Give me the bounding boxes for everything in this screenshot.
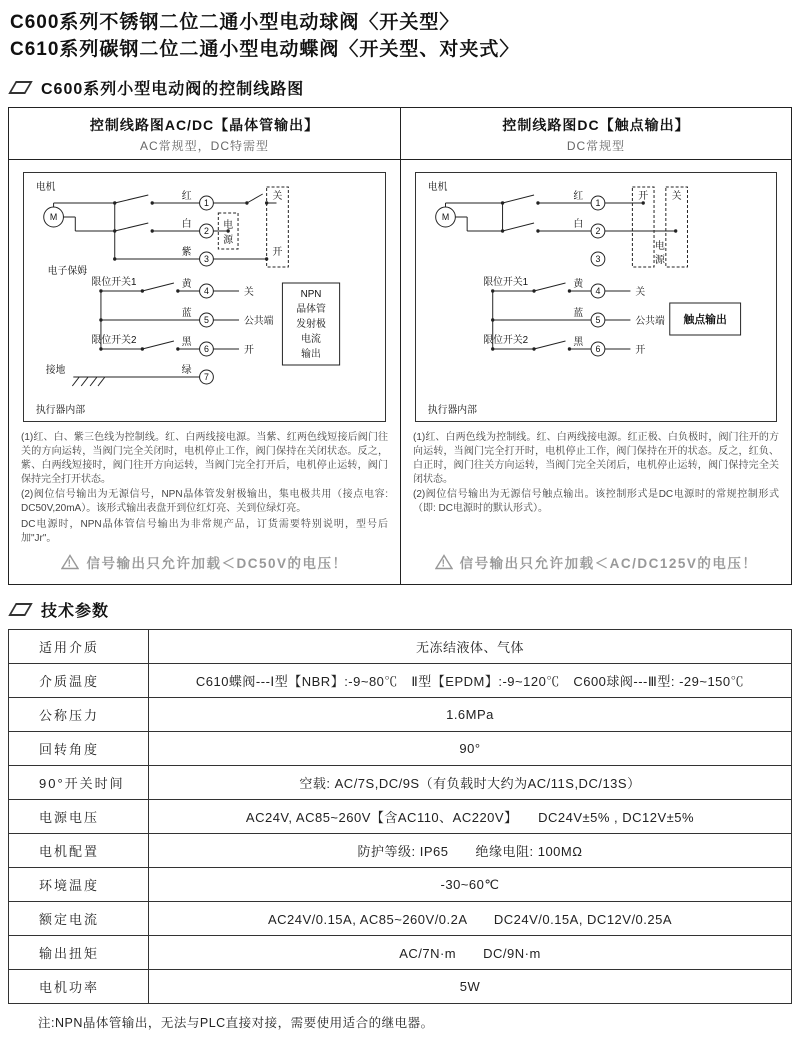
page-title-line1: C600系列不锈钢二位二通小型电动球阀〈开关型〉 — [10, 12, 460, 33]
note-paragraph: (2)阀位信号输出为无源信号触点输出。该控制形式是DC电源时的常规控制形式（即: DC电源时的默认形式）。 — [413, 489, 779, 515]
wire-blue-label: 蓝 — [573, 308, 584, 320]
diagram-left-notes — [9, 426, 400, 546]
spec-value: AC24V, AC85~260V【含AC110、AC220V】 DC24V±5% , DC12V±5% — [149, 800, 792, 834]
power-open-label: 开 — [272, 247, 283, 259]
page-footnote: 注:NPN晶体管输出，无法与PLC直接对接，需要使用适合的继电器。 — [38, 1016, 434, 1031]
power-close-label: 关 — [671, 191, 682, 203]
open-output-label: 开 — [243, 345, 254, 357]
diagram-right-title: 控制线路图DC【触点输出】 — [502, 117, 690, 134]
diagram-column-contact — [400, 108, 791, 584]
table-row — [9, 868, 792, 902]
spec-label: 适用介质 — [9, 630, 149, 664]
table-row — [9, 936, 792, 970]
open-output-label: 开 — [635, 345, 646, 357]
spec-label: 电源电压 — [9, 800, 149, 834]
spec-label: 介质温度 — [9, 664, 149, 698]
terminal-2-number: 2 — [595, 226, 601, 237]
table-row — [9, 698, 792, 732]
spec-value: 防护等级: IP65 绝缘电阻: 100MΩ — [149, 834, 792, 868]
terminal-6-number: 6 — [595, 344, 601, 355]
spec-value: 90° — [149, 732, 792, 766]
terminal-4-number: 4 — [204, 286, 209, 297]
spec-value: AC/7N·m DC/9N·m — [149, 936, 792, 970]
spec-value: 1.6MPa — [149, 698, 792, 732]
wire-yellow-label: 黄 — [573, 279, 584, 291]
ground-label: 接地 — [45, 365, 66, 377]
table-row — [9, 766, 792, 800]
table-row — [9, 630, 792, 664]
spec-value: C610蝶阀---Ⅰ型【NBR】:-9~80℃ Ⅱ型【EPDM】:-9~120℃ C600球阀---Ⅲ型: -29~150℃ — [149, 664, 792, 698]
motor-label: 电机 — [427, 182, 448, 194]
diagram-right-header — [401, 108, 791, 160]
common-output-label: 公共端 — [243, 316, 274, 328]
diagram-right-subtitle: DC常规型 — [566, 139, 626, 154]
contact-output-label: 触点输出 — [683, 314, 727, 327]
wire-red-label: 红 — [573, 191, 584, 203]
diagram-left-title: 控制线路图AC/DC【晶体管输出】 — [89, 117, 320, 134]
table-row — [9, 834, 792, 868]
spec-label: 额定电流 — [9, 902, 149, 936]
spec-label: 回转角度 — [9, 732, 149, 766]
power-char-2: 源 — [655, 255, 665, 267]
section-flag-icon — [8, 603, 33, 616]
terminal-3-number: 3 — [204, 254, 209, 265]
power-open-label: 开 — [638, 191, 649, 203]
limit-switch1-label: 限位开关1 — [91, 277, 137, 289]
circuit-lines — [436, 187, 741, 356]
spec-value: 无冻结液体、气体 — [149, 630, 792, 664]
common-output-label: 公共端 — [635, 316, 665, 328]
terminal-3-number: 3 — [595, 254, 601, 265]
table-row — [9, 902, 792, 936]
spec-label: 输出扭矩 — [9, 936, 149, 970]
table-row — [9, 970, 792, 1004]
spec-label: 电机配置 — [9, 834, 149, 868]
diagram-left-subtitle: AC常规型，DC特需型 — [139, 139, 269, 154]
spec-table — [8, 629, 792, 1004]
wire-purple-label: 紫 — [181, 247, 192, 259]
wire-black-label: 黑 — [573, 337, 584, 349]
wire-black-label: 黑 — [181, 337, 192, 349]
page-titles — [8, 8, 792, 63]
motor-symbol: M — [441, 212, 450, 223]
note-paragraph: DC电源时，NPN晶体管信号输出为非常规产品，订货需要特别说明，型号后加"Jr"。 — [21, 518, 388, 544]
power-char-1: 电 — [223, 220, 234, 232]
warning-text: 信号输出只允许加载＜AC/DC125V的电压！ — [459, 556, 758, 572]
spec-label: 电机功率 — [9, 970, 149, 1004]
wiring-diagrams-panel — [8, 107, 792, 585]
diagram-labels — [428, 180, 727, 416]
circuit-lines — [44, 187, 340, 386]
diagram-left-wrap — [9, 160, 400, 426]
spec-label: 环境温度 — [9, 868, 149, 902]
limit-switch2-label: 限位开关2 — [483, 335, 529, 347]
table-row — [9, 800, 792, 834]
note-paragraph: (1)红、白两色线为控制线。红、白两线接电源。红正极、白负极时，阀门往开的方向运转，当阀门完全打开时，电机停止工作，阀门保持在开的状态。反之，红负、白正时，阀门往关方向运转，当阀门完全关闭后，电机停止运转，阀门保持完全关闭状态。 — [413, 432, 779, 485]
warning-triangle-icon — [435, 554, 453, 570]
diagram-left-header — [9, 108, 400, 160]
wiring-diagram-contact-output — [415, 172, 777, 422]
wire-blue-label: 蓝 — [181, 308, 192, 320]
spec-label: 公称压力 — [9, 698, 149, 732]
spec-value: -30~60℃ — [149, 868, 792, 902]
table-row — [9, 732, 792, 766]
diagram-column-transistor — [9, 108, 400, 584]
terminal-7-number: 7 — [204, 372, 209, 383]
section-header-wiring — [12, 76, 792, 99]
motor-label: 电机 — [35, 182, 56, 194]
diagram-right-notes — [401, 426, 791, 546]
spec-label: 90°开关时间 — [9, 766, 149, 800]
diagram-left-warning — [9, 546, 400, 584]
terminal-1-number: 1 — [204, 198, 209, 209]
terminal-2-number: 2 — [204, 226, 209, 237]
npn-box-line4: 电流 — [301, 334, 321, 346]
terminal-4-number: 4 — [595, 286, 601, 297]
svg-text:!: ! — [68, 558, 73, 570]
wiring-diagram-transistor-output — [23, 172, 386, 422]
close-output-label: 关 — [243, 287, 254, 299]
terminal-5-number: 5 — [204, 315, 209, 326]
table-row — [9, 664, 792, 698]
wire-white-label: 白 — [573, 219, 584, 231]
note-paragraph: (1)红、白、紫三色线为控制线。红、白两线接电源。当紫、红两色线短接后阀门往关的方向运转，当阀门完全关闭时，电机停止工作，阀门保持在关闭状态。反之，紫、白两线短接时，阀门往开方向运转，当阀门完全打开后，电机停止运转，阀门保持完全打开状态。 — [21, 432, 388, 485]
protector-label: 电子保姆 — [47, 266, 88, 278]
terminal-6-number: 6 — [204, 344, 209, 355]
npn-box-line3: 发射极 — [296, 319, 326, 331]
npn-box-line2: 晶体管 — [296, 304, 326, 316]
spec-value: AC24V/0.15A, AC85~260V/0.2A DC24V/0.15A, DC12V/0.25A — [149, 902, 792, 936]
npn-box-line1: NPN — [300, 289, 322, 301]
diagram-right-wrap — [401, 160, 791, 426]
power-close-label: 关 — [272, 191, 283, 203]
section-flag-icon — [8, 81, 33, 94]
wire-red-label: 红 — [181, 191, 192, 203]
terminal-1-number: 1 — [595, 198, 601, 209]
npn-box-line5: 输出 — [301, 349, 321, 361]
actuator-inside-label: 执行器内部 — [35, 405, 86, 417]
spec-value: 5W — [149, 970, 792, 1004]
svg-text:!: ! — [441, 558, 447, 570]
limit-switch1-label: 限位开关1 — [483, 277, 529, 289]
page-title-line2: C610系列碳钢二位二通小型电动蝶阀〈开关型、对夹式〉 — [10, 38, 520, 60]
spec-value: 空载: AC/7S,DC/9S（有负载时大约为AC/11S,DC/13S） — [149, 766, 792, 800]
warning-text: 信号输出只允许加载＜DC50V的电压！ — [86, 556, 348, 572]
power-char-1: 电 — [655, 241, 665, 253]
motor-symbol: M — [49, 212, 58, 223]
close-output-label: 关 — [635, 287, 646, 299]
limit-switch2-label: 限位开关2 — [91, 335, 137, 347]
warning-triangle-icon — [61, 554, 79, 570]
power-char-2: 源 — [223, 235, 234, 247]
wire-green-label: 绿 — [181, 365, 192, 377]
note-paragraph: (2)阀位信号输出为无源信号，NPN晶体管发射极输出，集电极共用（接点电容: DC50V,20mA）。该形式输出表盘开到位红灯亮、关到位绿灯亮。 — [21, 489, 388, 515]
actuator-inside-label: 执行器内部 — [427, 405, 477, 417]
wire-white-label: 白 — [181, 219, 192, 231]
section-header-specs — [12, 598, 792, 621]
terminal-5-number: 5 — [595, 315, 601, 326]
wire-yellow-label: 黄 — [181, 279, 192, 291]
section-title: C600系列小型电动阀的控制线路图 — [41, 81, 305, 99]
section-title: 技术参数 — [41, 603, 110, 621]
diagram-right-warning — [401, 546, 791, 584]
